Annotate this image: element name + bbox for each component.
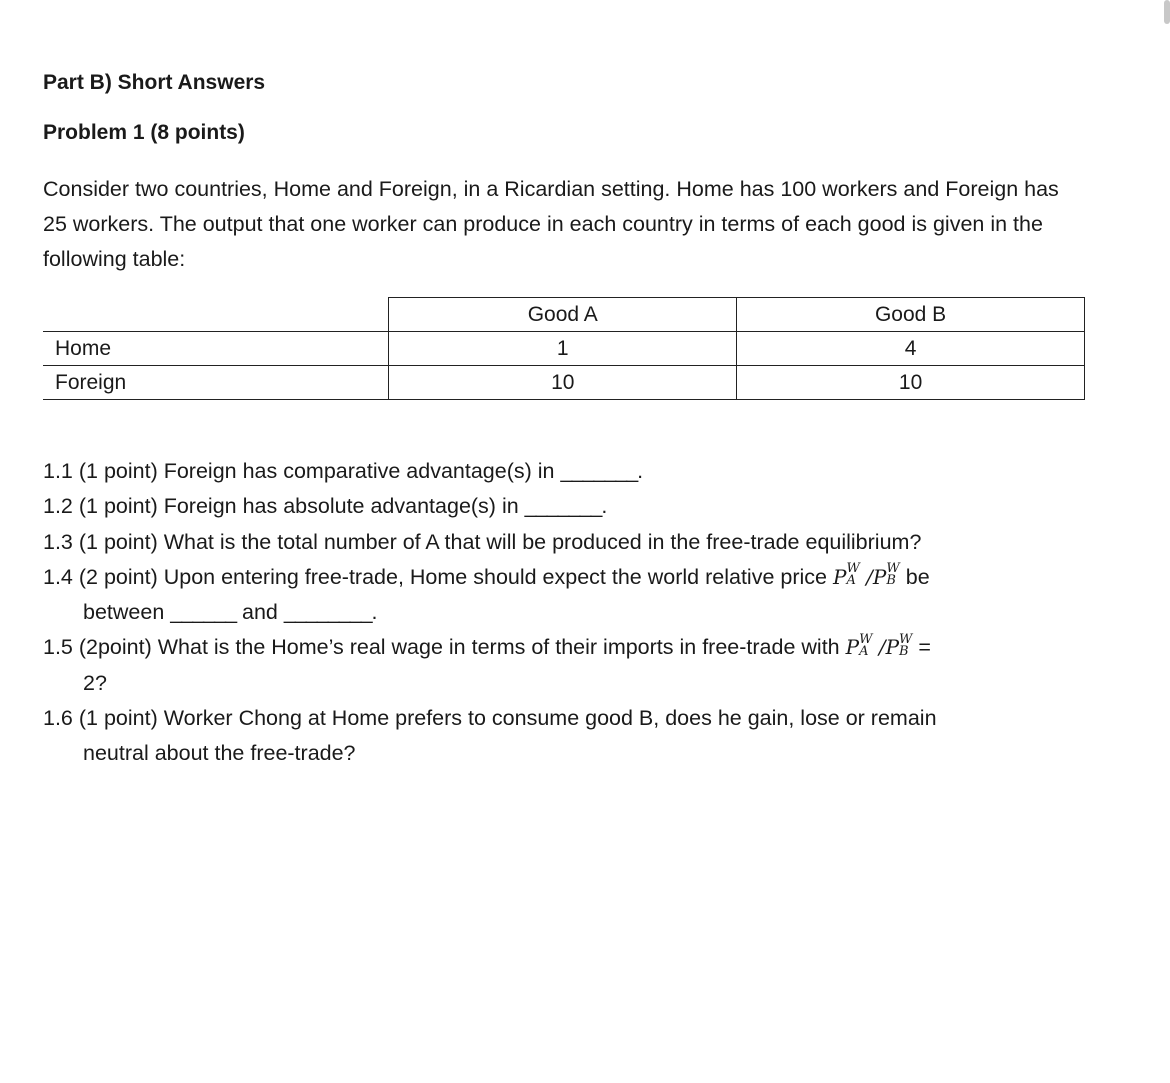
question-1-5	[43, 630, 1088, 701]
table-header-row	[43, 298, 1085, 332]
math-sub: A	[859, 643, 869, 659]
table-cell: 4	[737, 332, 1085, 366]
table-cell: 1	[389, 332, 737, 366]
answer-blank: _______.	[560, 459, 643, 483]
question-1-1	[43, 454, 1088, 489]
relative-price-formula	[845, 631, 913, 660]
math-sup: W	[846, 561, 860, 577]
question-text: 1.4 (2 point) Upon entering free-trade, Home should expect the world relative price	[43, 564, 827, 589]
question-continuation: 2?	[83, 670, 107, 695]
math-script	[846, 563, 859, 587]
question-text: 1.1 (1 point) Foreign has comparative advantage(s) in	[43, 459, 555, 483]
math-symbol: P	[832, 564, 847, 589]
math-script	[859, 631, 873, 659]
table-cell: Foreign	[43, 366, 389, 400]
answer-blank: ________.	[283, 600, 377, 625]
table-header-cell: Good B	[737, 298, 1085, 332]
math-sup: W	[886, 561, 900, 577]
question-1-3	[43, 525, 1088, 560]
table-row	[43, 366, 1085, 400]
answer-blank: ______	[170, 600, 237, 625]
question-text: and	[242, 600, 278, 625]
table-cell: Home	[43, 332, 389, 366]
question-text: =	[918, 635, 931, 660]
table-cell: 10	[737, 366, 1085, 400]
math-symbol: P	[885, 635, 900, 660]
math-sup: W	[899, 631, 913, 647]
answer-blank: _______.	[524, 494, 607, 519]
scrollbar-thumb[interactable]	[1164, 0, 1170, 24]
math-symbol: /	[866, 564, 873, 589]
math-script	[899, 631, 913, 659]
math-symbol: /	[878, 635, 886, 660]
math-sub: B	[886, 573, 896, 589]
question-continuation	[43, 595, 1088, 630]
question-1-6	[43, 701, 1088, 772]
table-header-cell: Good A	[389, 298, 737, 332]
question-text: 1.3 (1 point) What is the total number of A that will be produced in the free-trade equilibrium?	[43, 529, 922, 554]
math-script	[886, 563, 899, 587]
math-sub: B	[899, 643, 909, 659]
part-title: Part B) Short Answers	[43, 71, 266, 94]
question-text: 1.5 (2point) What is the Home’s real wage in terms of their imports in free-trade with	[43, 635, 840, 660]
math-symbol: P	[872, 564, 887, 589]
math-sup: W	[859, 631, 873, 647]
question-text: 1.6 (1 point) Worker Chong at Home prefers to consume good B, does he gain, lose or remain	[43, 706, 937, 731]
document-page	[43, 68, 1088, 772]
problem-title: Problem 1 (8 points)	[43, 121, 245, 144]
table-cell: 10	[389, 366, 737, 400]
question-1-4	[43, 560, 1088, 631]
relative-price-formula	[832, 561, 900, 589]
math-symbol: P	[845, 635, 860, 660]
table-row	[43, 332, 1085, 366]
intro-paragraph: Consider two countries, Home and Foreign, in a Ricardian setting. Home has 100 workers and Foreign has 25 workers. The output that one worker can produce in each country in terms of each good is given in the following table:	[43, 177, 1059, 271]
table-header-cell	[43, 298, 389, 332]
question-text: between	[83, 600, 165, 625]
question-text: 1.2 (1 point) Foreign has absolute advantage(s) in	[43, 494, 519, 519]
question-continuation: neutral about the free-trade?	[83, 741, 356, 766]
math-sub: A	[846, 573, 856, 589]
output-table	[43, 297, 1085, 400]
question-text: be	[905, 564, 930, 589]
question-1-2	[43, 489, 1088, 524]
